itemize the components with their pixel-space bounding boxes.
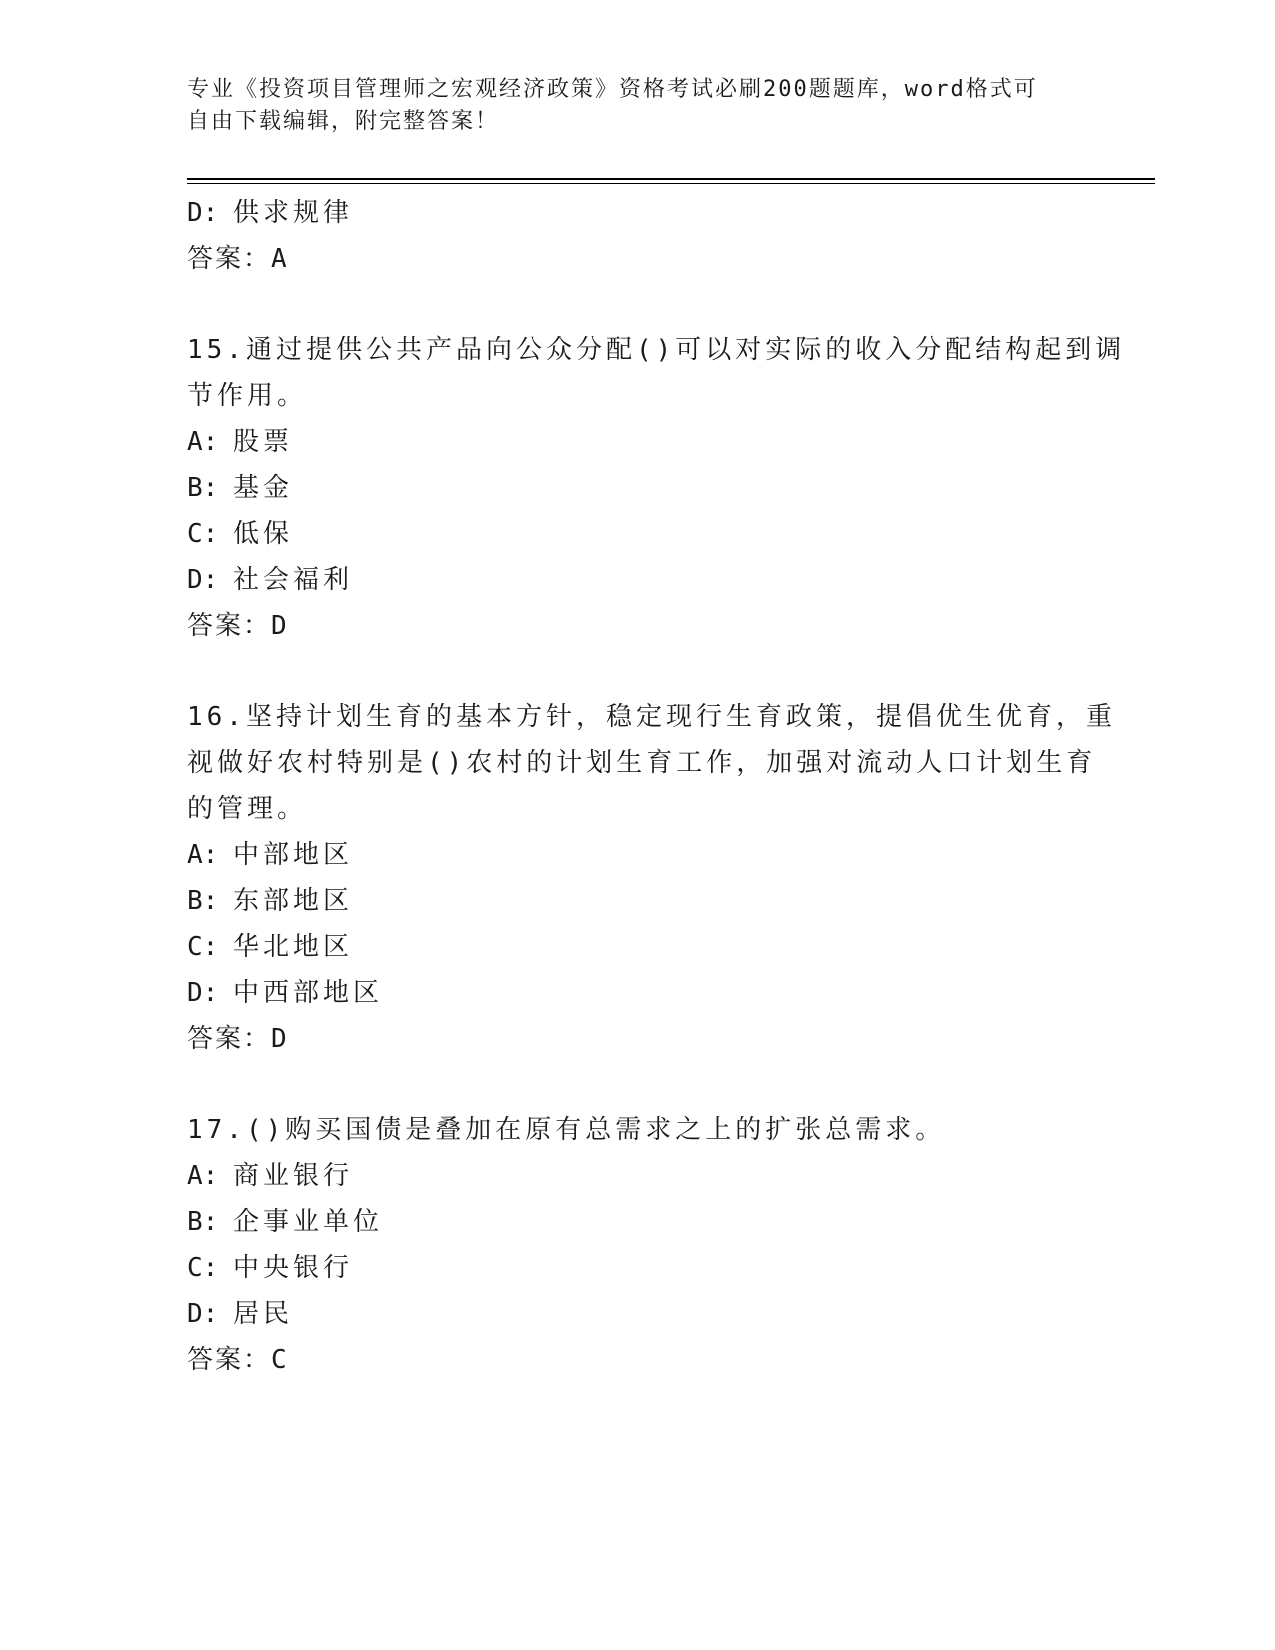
- option-label: A:: [187, 840, 219, 870]
- question-15: [187, 327, 1126, 419]
- option-label: D:: [187, 198, 219, 228]
- option-a: [187, 832, 1087, 878]
- option-text: 华北地区: [233, 932, 354, 962]
- option-label: B:: [187, 886, 219, 916]
- option-text: 低保: [233, 519, 294, 549]
- option-d: [187, 1291, 1087, 1337]
- option-label: A:: [187, 1161, 219, 1191]
- question-text-line: 15.通过提供公共产品向公众分配()可以对实际的收入分配结构起到调: [187, 335, 1126, 365]
- option-text: 中西部地区: [233, 978, 384, 1008]
- answer-line: 答案：D: [187, 1024, 289, 1054]
- header-divider-thick: [187, 178, 1155, 180]
- header-title-line-1: 专业《投资项目管理师之宏观经济政策》资格考试必刷200题题库，word格式可: [187, 77, 1038, 102]
- option-text: 中央银行: [233, 1253, 354, 1283]
- question-17: [187, 1107, 1087, 1153]
- question-text-line: 的管理。: [187, 794, 308, 824]
- option-c: [187, 924, 1087, 970]
- option-b: [187, 878, 1087, 924]
- question-16: [187, 694, 1116, 832]
- option-text: 企事业单位: [233, 1207, 384, 1237]
- option-text: 供求规律: [233, 198, 354, 228]
- option-label: C:: [187, 519, 219, 549]
- option-label: C:: [187, 1253, 219, 1283]
- option-text: 社会福利: [233, 565, 354, 595]
- option-text: 股票: [233, 427, 294, 457]
- option-a: [187, 1153, 1087, 1199]
- option-text: 商业银行: [233, 1161, 354, 1191]
- question-text-line: 视做好农村特别是()农村的计划生育工作，加强对流动人口计划生育: [187, 748, 1097, 778]
- option-d: [187, 557, 1087, 603]
- answer-line: 答案：A: [187, 244, 289, 274]
- option-text: 基金: [233, 473, 294, 503]
- option-label: B:: [187, 473, 219, 503]
- option-a: [187, 419, 1087, 465]
- answer-line: 答案：D: [187, 611, 289, 641]
- question-text-line: 节作用。: [187, 381, 308, 411]
- option-text: 居民: [233, 1299, 294, 1329]
- question-text-line: 16.坚持计划生育的基本方针，稳定现行生育政策，提倡优生优育，重: [187, 702, 1116, 732]
- option-c: [187, 511, 1087, 557]
- question-text-line: 17.()购买国债是叠加在原有总需求之上的扩张总需求。: [187, 1115, 946, 1145]
- option-d: [187, 970, 1087, 1016]
- option-text: 中部地区: [233, 840, 354, 870]
- option-label: D:: [187, 1299, 219, 1329]
- question-list: [187, 190, 1126, 1383]
- header-title-line-2: 自由下载编辑，附完整答案！: [187, 109, 500, 134]
- document-header: [187, 74, 1087, 138]
- option-c: [187, 1245, 1087, 1291]
- option-label: D:: [187, 565, 219, 595]
- header-divider-thin: [187, 183, 1155, 184]
- option-d: [187, 190, 1087, 236]
- option-label: D:: [187, 978, 219, 1008]
- option-label: A:: [187, 427, 219, 457]
- option-label: B:: [187, 1207, 219, 1237]
- option-b: [187, 1199, 1087, 1245]
- answer-line: 答案：C: [187, 1345, 289, 1375]
- option-text: 东部地区: [233, 886, 354, 916]
- option-b: [187, 465, 1087, 511]
- option-label: C:: [187, 932, 219, 962]
